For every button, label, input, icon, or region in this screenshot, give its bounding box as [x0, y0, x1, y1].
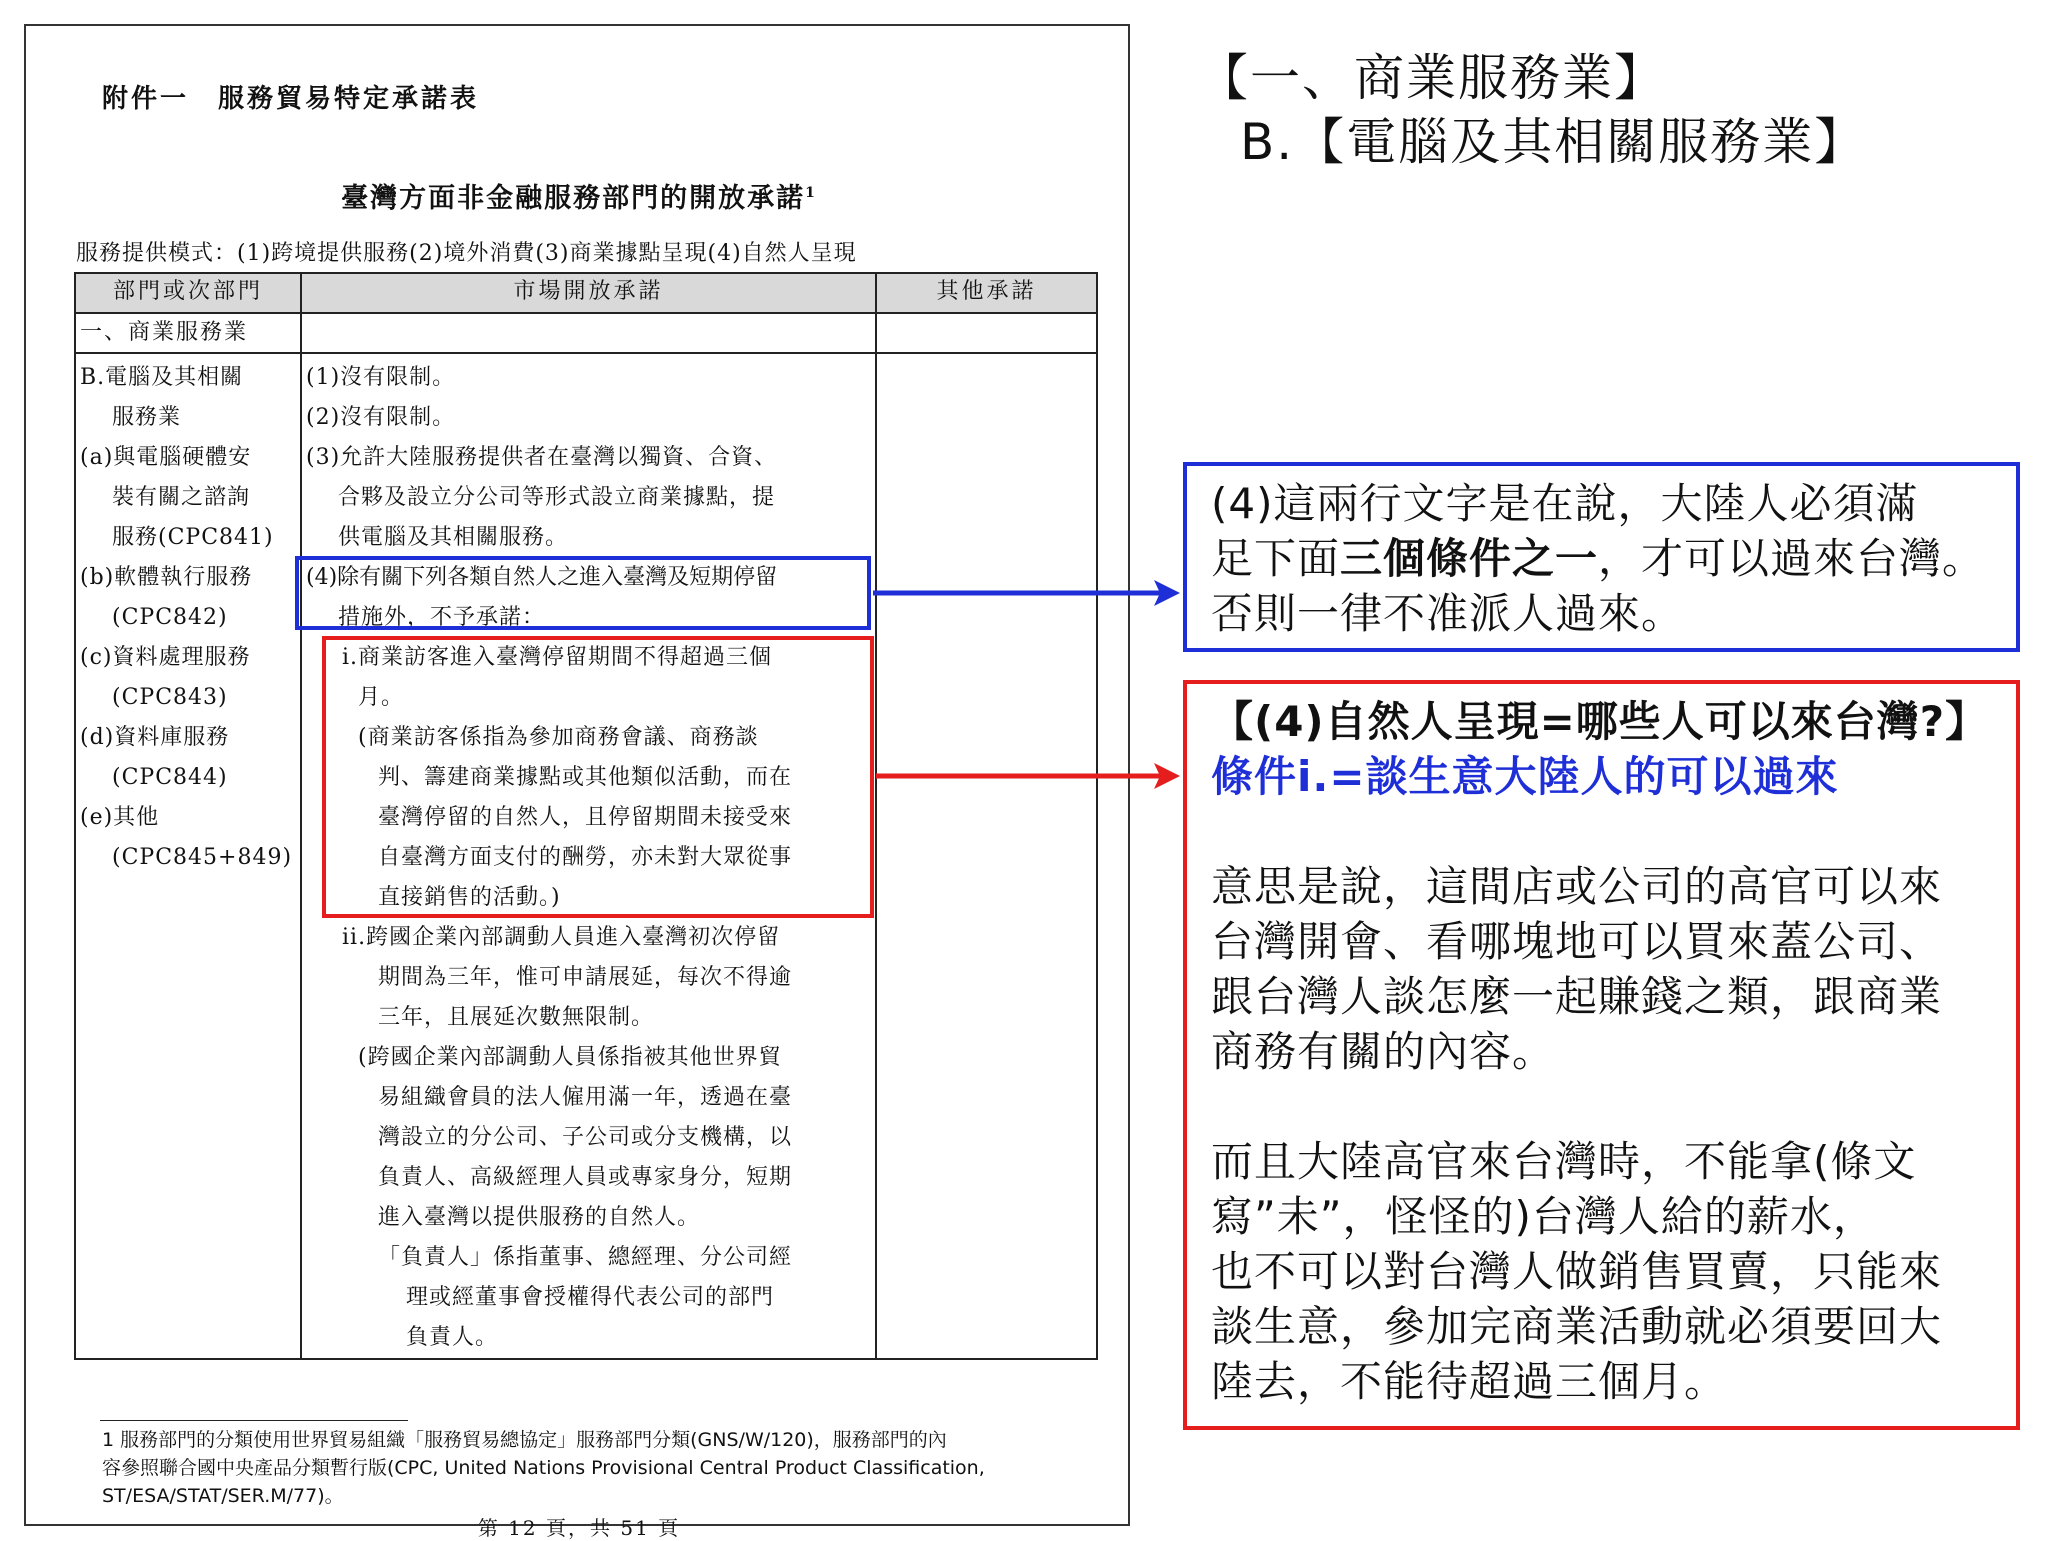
sector-line: 服務業 [112, 405, 182, 430]
footnote-line: 1 服務部門的分類使用世界貿易組織「服務貿易總協定」服務部門分類(GNS/W/120)，服務部門的內 [102, 1429, 947, 1451]
market-line: 負責人、高級經理人員或專家身分，短期 [378, 1165, 793, 1190]
column-header-sector: 部門或次部門 [75, 273, 301, 313]
market-line: 灣設立的分公司、子公司或分支機構，以 [378, 1125, 793, 1150]
note-line: 談生意，參加完商業活動就必須要回大 [1211, 1302, 1943, 1351]
sector-line: 裝有關之諮詢 [112, 485, 251, 510]
footnote-line: 容參照聯合國中央產品分類暫行版(CPC, United Nations Provisional Central Product Classification, [102, 1457, 985, 1479]
market-line: (3)允許大陸服務提供者在臺灣以獨資、合資、 [306, 445, 778, 470]
sector-line: (c)資料處理服務 [80, 645, 251, 670]
note-line: 足下面三個條件之一，才可以過來台灣。 [1211, 534, 1986, 583]
market-line: 「負責人」係指董事、總經理、分公司經 [378, 1245, 793, 1270]
note-line: (4)這兩行文字是在說，大陸人必須滿 [1211, 479, 1919, 528]
market-line: 三年，且展延次數無限制。 [378, 1005, 655, 1030]
section-title: 【一、商業服務業】 [1198, 49, 1666, 107]
market-line: 臺灣停留的自然人，且停留期間未接受來 [378, 805, 793, 830]
market-line: 負責人。 [406, 1325, 499, 1350]
market-line: 易組織會員的法人僱用滿一年，透過在臺 [378, 1085, 793, 1110]
note-line: 台灣開會、看哪塊地可以買來蓋公司、 [1211, 917, 1943, 966]
sector-line: (d)資料庫服務 [80, 725, 230, 750]
column-header-other: 其他承諾 [876, 273, 1097, 313]
subsection-title: B.【電腦及其相關服務業】 [1240, 113, 1867, 171]
sector-line: (CPC842) [112, 605, 228, 630]
page-number: 第 12 頁，共 51 頁 [477, 1516, 681, 1540]
column-header-market-access: 市場開放承諾 [301, 273, 876, 313]
market-line: 期間為三年，惟可申請展延，每次不得逾 [378, 965, 793, 990]
sector-line: B.電腦及其相關 [80, 365, 244, 390]
market-line: (4)除有關下列各類自然人之進入臺灣及短期停留 [306, 565, 778, 590]
note-line: 陸去，不能待超過三個月。 [1211, 1357, 1728, 1406]
footnote-line: ST/ESA/STAT/SER.M/77)。 [102, 1485, 344, 1507]
document-title: 臺灣方面非金融服務部門的開放承諾$^1$ [341, 183, 817, 214]
market-line: (2)沒有限制。 [306, 405, 456, 430]
market-line: 判、籌建商業據點或其他類似活動，而在 [378, 765, 793, 790]
market-line: 供電腦及其相關服務。 [338, 525, 569, 550]
market-line: 月。 [358, 685, 405, 710]
note-line: 意思是說，這間店或公司的高官可以來 [1211, 862, 1943, 911]
document-heading: 附件一 服務貿易特定承諾表 [102, 84, 480, 114]
note-heading: 【(4)自然人呈現=哪些人可以來台灣?】 [1211, 697, 1989, 746]
market-line: i.商業訪客進入臺灣停留期間不得超過三個 [342, 645, 773, 670]
note-line: 寫”未”，怪怪的)台灣人給的薪水， [1211, 1192, 1876, 1241]
note-subheading: 條件i.=談生意大陸人的可以過來 [1211, 752, 1839, 801]
market-line: 措施外，不予承諾： [338, 605, 546, 630]
note-line: 而且大陸高官來台灣時，不能拿(條文 [1211, 1137, 1917, 1186]
market-line: (商業訪客係指為參加商務會議、商務談 [358, 725, 759, 750]
market-line: ii.跨國企業內部調動人員進入臺灣初次停留 [342, 925, 781, 950]
market-line: (1)沒有限制。 [306, 365, 456, 390]
explanation-box-condition-i [1183, 680, 2020, 1430]
market-line: 合夥及設立分公司等形式設立商業據點，提 [338, 485, 776, 510]
sector-line: 服務(CPC841) [112, 525, 274, 550]
note-line: 否則一律不准派人過來。 [1211, 589, 1685, 638]
note-line: 也不可以對台灣人做銷售買賣，只能來 [1211, 1247, 1943, 1296]
sector-line: (b)軟體執行服務 [80, 565, 253, 590]
market-line: 直接銷售的活動。) [378, 885, 561, 910]
blue-arrow [873, 580, 1180, 606]
market-line: (跨國企業內部調動人員係指被其他世界貿 [358, 1045, 782, 1070]
sector-line: (CPC845+849) [112, 845, 293, 870]
supply-modes: 服務提供模式：(1)跨境提供服務(2)境外消費(3)商業據點呈現(4)自然人呈現 [76, 241, 857, 266]
sector-line: (e)其他 [80, 805, 160, 830]
market-line: 進入臺灣以提供服務的自然人。 [378, 1205, 701, 1230]
category-cell: 一、商業服務業 [75, 313, 301, 353]
emphasis-text: 三個條件之一 [1340, 534, 1599, 583]
sector-line: (a)與電腦硬體安 [80, 445, 252, 470]
note-line: 跟台灣人談怎麼一起賺錢之類，跟商業 [1211, 972, 1943, 1021]
sector-line: (CPC844) [112, 765, 228, 790]
footnote-marker: 1 [805, 185, 817, 201]
sector-line: (CPC843) [112, 685, 228, 710]
market-line: 理或經董事會授權得代表公司的部門 [406, 1285, 775, 1310]
market-line: 自臺灣方面支付的酬勞，亦未對大眾從事 [378, 845, 793, 870]
red-arrow [876, 763, 1180, 789]
explanation-box-clause-4 [1183, 462, 2020, 652]
note-line: 商務有關的內容。 [1211, 1027, 1556, 1076]
